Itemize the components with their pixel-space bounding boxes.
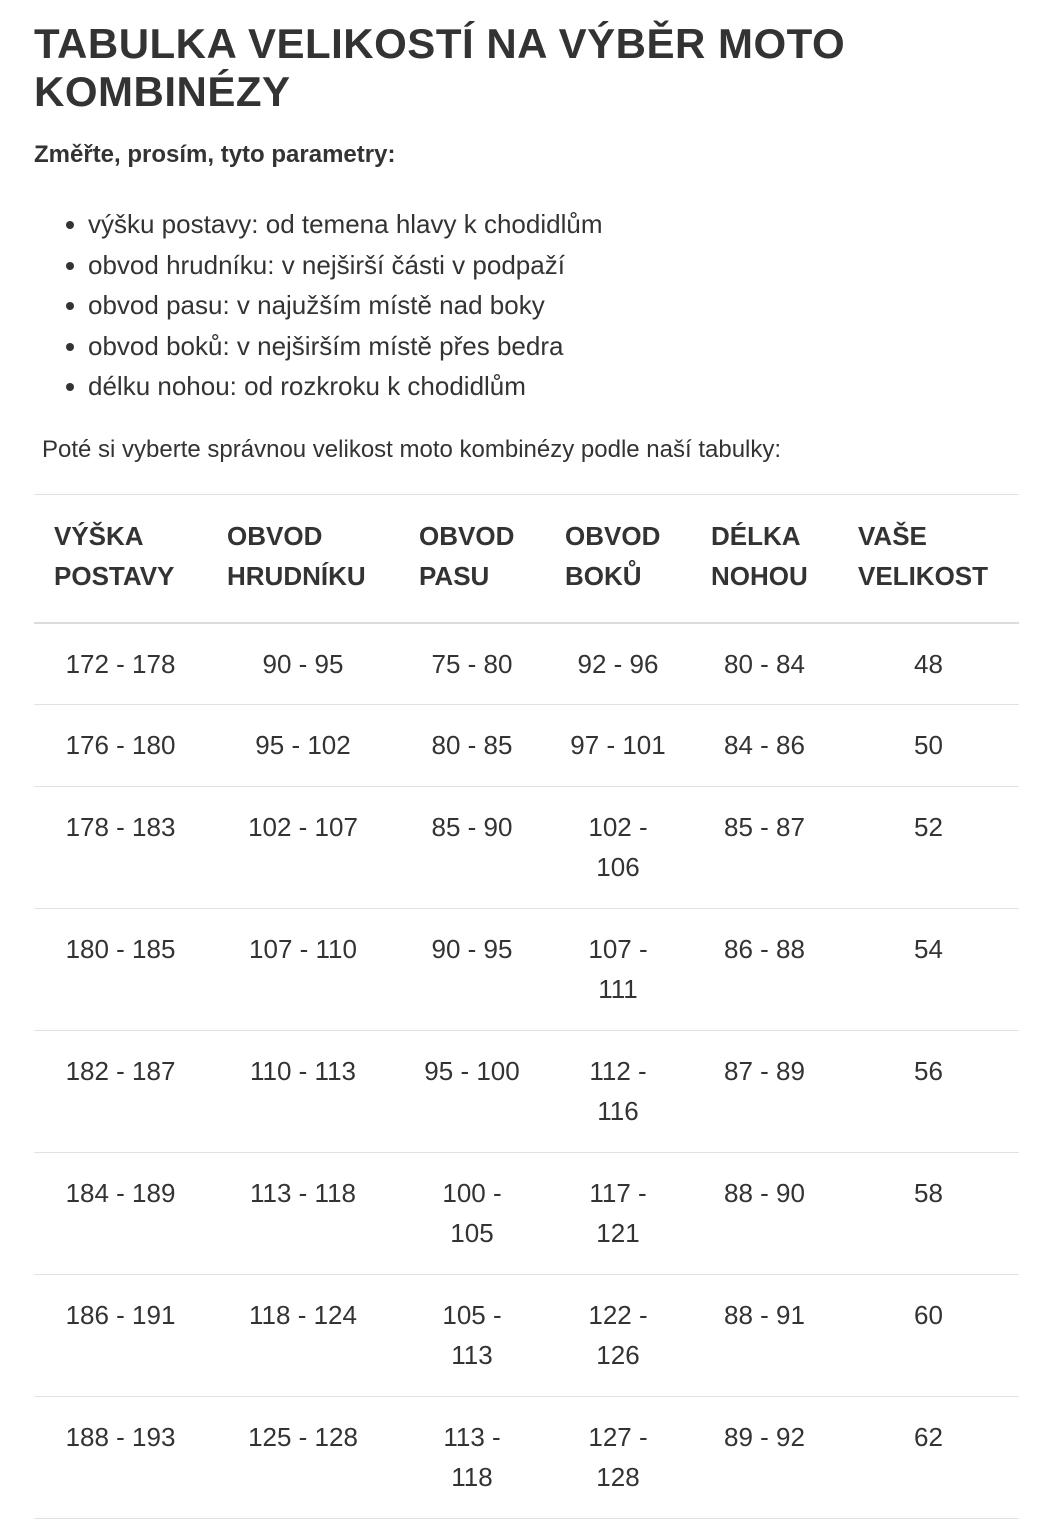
cell-size — [838, 1396, 1019, 1518]
cell-line: 105 — [450, 1218, 494, 1248]
column-header-waist — [399, 494, 545, 623]
bullet-icon — [66, 383, 74, 391]
cell-line: 88 - 90 — [724, 1177, 805, 1208]
cell-height — [34, 908, 207, 1030]
cell-line: 52 — [914, 811, 943, 842]
cell-waist — [399, 1274, 545, 1396]
cell-hips — [545, 908, 691, 1030]
cell-line: 90 - 95 — [262, 648, 344, 679]
list-item-text: obvod hrudníku: v nejširší části v podpaží — [88, 249, 565, 280]
table-intro-text: Poté si vyberte správnou velikost moto kombinézy podle naší tabulky: — [42, 435, 782, 463]
cell-line: 85 - 87 — [724, 811, 805, 842]
cell-line: 97 - 101 — [570, 730, 666, 760]
list-item — [88, 204, 1019, 245]
list-item — [88, 285, 1019, 326]
cell-chest — [207, 705, 399, 787]
measure-instructions-heading: Změřte, prosím, tyto parametry: — [34, 141, 396, 168]
column-header-line: HRUDNÍKU — [227, 560, 366, 591]
cell-line: 182 - 187 — [65, 1055, 176, 1086]
list-item — [88, 366, 1019, 407]
cell-size — [838, 1274, 1019, 1396]
column-header-chest — [207, 494, 399, 623]
cell-line: 126 — [596, 1340, 640, 1370]
cell-waist — [399, 1030, 545, 1152]
cell-line: 180 - 185 — [65, 933, 176, 964]
page-title: TABULKA VELIKOSTÍ NA VÝBĚR MOTO KOMBINÉZY — [34, 20, 846, 115]
cell-line: 107 - — [588, 933, 648, 964]
cell-height — [34, 1152, 207, 1274]
cell-line: 60 — [914, 1299, 943, 1330]
cell-leg-length — [691, 1396, 838, 1518]
cell-waist — [399, 1152, 545, 1274]
table-row — [34, 623, 1019, 705]
column-header-line: OBVOD — [565, 520, 661, 551]
cell-line: 186 - 191 — [65, 1299, 176, 1330]
cell-waist — [399, 623, 545, 705]
cell-line: 56 — [914, 1055, 943, 1086]
cell-line: 188 - 193 — [65, 1421, 176, 1452]
cell-line: 128 — [596, 1462, 640, 1492]
cell-leg-length — [691, 1030, 838, 1152]
column-header-leg-length — [691, 494, 838, 623]
table-row — [34, 1274, 1019, 1396]
column-header-line: VÝŠKA — [54, 520, 144, 551]
table-header-row — [34, 494, 1019, 623]
cell-leg-length — [691, 705, 838, 787]
cell-chest — [207, 623, 399, 705]
cell-size — [838, 908, 1019, 1030]
column-header-line: NOHOU — [711, 560, 808, 591]
cell-line: 89 - 92 — [724, 1421, 805, 1452]
cell-hips — [545, 1152, 691, 1274]
cell-height — [34, 705, 207, 787]
size-table — [34, 494, 1019, 1519]
cell-line: 100 - — [442, 1177, 502, 1208]
cell-height — [34, 623, 207, 705]
bullet-icon — [66, 221, 74, 229]
column-header-hips — [545, 494, 691, 623]
cell-line: 184 - 189 — [65, 1177, 176, 1208]
cell-line: 50 — [914, 730, 943, 760]
cell-leg-length — [691, 1274, 838, 1396]
cell-line: 176 - 180 — [65, 730, 176, 760]
column-header-line: POSTAVY — [54, 560, 175, 591]
cell-hips — [545, 623, 691, 705]
bullet-icon — [66, 262, 74, 270]
list-item — [88, 326, 1019, 367]
column-header-line: DÉLKA — [711, 520, 801, 551]
column-header-line: VAŠE — [858, 520, 927, 551]
cell-line: 58 — [914, 1177, 943, 1208]
cell-leg-length — [691, 908, 838, 1030]
cell-line: 95 - 100 — [424, 1055, 520, 1086]
cell-line: 111 — [598, 974, 638, 1004]
cell-line: 122 - — [588, 1299, 648, 1330]
column-header-height — [34, 494, 207, 623]
cell-line: 86 - 88 — [724, 933, 805, 964]
cell-line: 92 - 96 — [577, 648, 659, 679]
cell-waist — [399, 908, 545, 1030]
cell-line: 85 - 90 — [431, 811, 513, 842]
cell-line: 125 - 128 — [248, 1421, 358, 1452]
cell-line: 110 - 113 — [249, 1055, 356, 1086]
cell-line: 62 — [914, 1421, 943, 1452]
cell-line: 102 - 107 — [248, 811, 358, 842]
cell-hips — [545, 1274, 691, 1396]
cell-line: 54 — [914, 933, 943, 964]
cell-hips — [545, 1030, 691, 1152]
cell-line: 90 - 95 — [431, 933, 513, 964]
table-row — [34, 705, 1019, 787]
list-item-text: obvod pasu: v najužším místě nad boky — [88, 290, 545, 320]
cell-line: 117 - — [589, 1177, 647, 1208]
column-header-line: OBVOD — [227, 520, 323, 551]
column-header-line: OBVOD — [419, 520, 515, 551]
cell-height — [34, 1396, 207, 1518]
column-header-size — [838, 494, 1019, 623]
cell-waist — [399, 1396, 545, 1518]
column-header-line: BOKŮ — [565, 560, 642, 591]
list-item-text: výšku postavy: od temena hlavy k chodidlům — [88, 209, 603, 239]
cell-line: 113 - 118 — [249, 1177, 356, 1208]
cell-line: 127 - — [588, 1421, 648, 1452]
cell-line: 118 — [451, 1462, 493, 1492]
cell-line: 107 - 110 — [249, 933, 357, 964]
cell-line: 48 — [914, 648, 943, 679]
cell-line: 113 — [451, 1340, 493, 1370]
cell-size — [838, 623, 1019, 705]
cell-leg-length — [691, 1152, 838, 1274]
cell-line: 113 - — [443, 1421, 501, 1452]
cell-line: 172 - 178 — [65, 648, 176, 679]
cell-chest — [207, 786, 399, 908]
cell-line: 80 - 85 — [431, 730, 513, 760]
cell-line: 121 — [596, 1218, 640, 1248]
list-item — [88, 245, 1019, 286]
cell-height — [34, 1274, 207, 1396]
cell-chest — [207, 908, 399, 1030]
cell-line: 75 - 80 — [431, 648, 513, 679]
table-body — [34, 623, 1019, 1519]
cell-height — [34, 786, 207, 908]
table-row — [34, 1152, 1019, 1274]
table-row — [34, 786, 1019, 908]
cell-line: 88 - 91 — [724, 1299, 805, 1330]
table-row — [34, 908, 1019, 1030]
cell-line: 95 - 102 — [255, 730, 351, 760]
cell-size — [838, 705, 1019, 787]
cell-leg-length — [691, 786, 838, 908]
cell-height — [34, 1030, 207, 1152]
column-header-line: VELIKOST — [858, 560, 989, 591]
cell-line: 102 - — [588, 811, 648, 842]
cell-line: 105 - — [442, 1299, 502, 1330]
cell-line: 112 - — [589, 1055, 647, 1086]
list-item-text: obvod boků: v nejširším místě přes bedra — [88, 330, 564, 361]
cell-line: 106 — [596, 852, 640, 882]
cell-line: 84 - 86 — [724, 730, 805, 760]
cell-chest — [207, 1030, 399, 1152]
table-row — [34, 1396, 1019, 1518]
table-row — [34, 1030, 1019, 1152]
cell-line: 178 - 183 — [65, 811, 176, 842]
column-header-line: PASU — [419, 560, 490, 591]
cell-hips — [545, 786, 691, 908]
cell-line: 116 — [597, 1096, 639, 1126]
cell-line: 80 - 84 — [724, 648, 805, 679]
cell-size — [838, 1030, 1019, 1152]
list-item-text: délku nohou: od rozkroku k chodidlům — [88, 371, 526, 401]
cell-hips — [545, 1396, 691, 1518]
cell-chest — [207, 1396, 399, 1518]
cell-waist — [399, 786, 545, 908]
cell-leg-length — [691, 623, 838, 705]
cell-size — [838, 1152, 1019, 1274]
cell-chest — [207, 1152, 399, 1274]
measurement-list — [34, 204, 1019, 407]
bullet-icon — [66, 302, 74, 310]
cell-waist — [399, 705, 545, 787]
bullet-icon — [66, 343, 74, 351]
cell-line: 118 - 124 — [249, 1299, 357, 1330]
cell-hips — [545, 705, 691, 787]
cell-line: 87 - 89 — [724, 1055, 805, 1086]
cell-chest — [207, 1274, 399, 1396]
cell-size — [838, 786, 1019, 908]
